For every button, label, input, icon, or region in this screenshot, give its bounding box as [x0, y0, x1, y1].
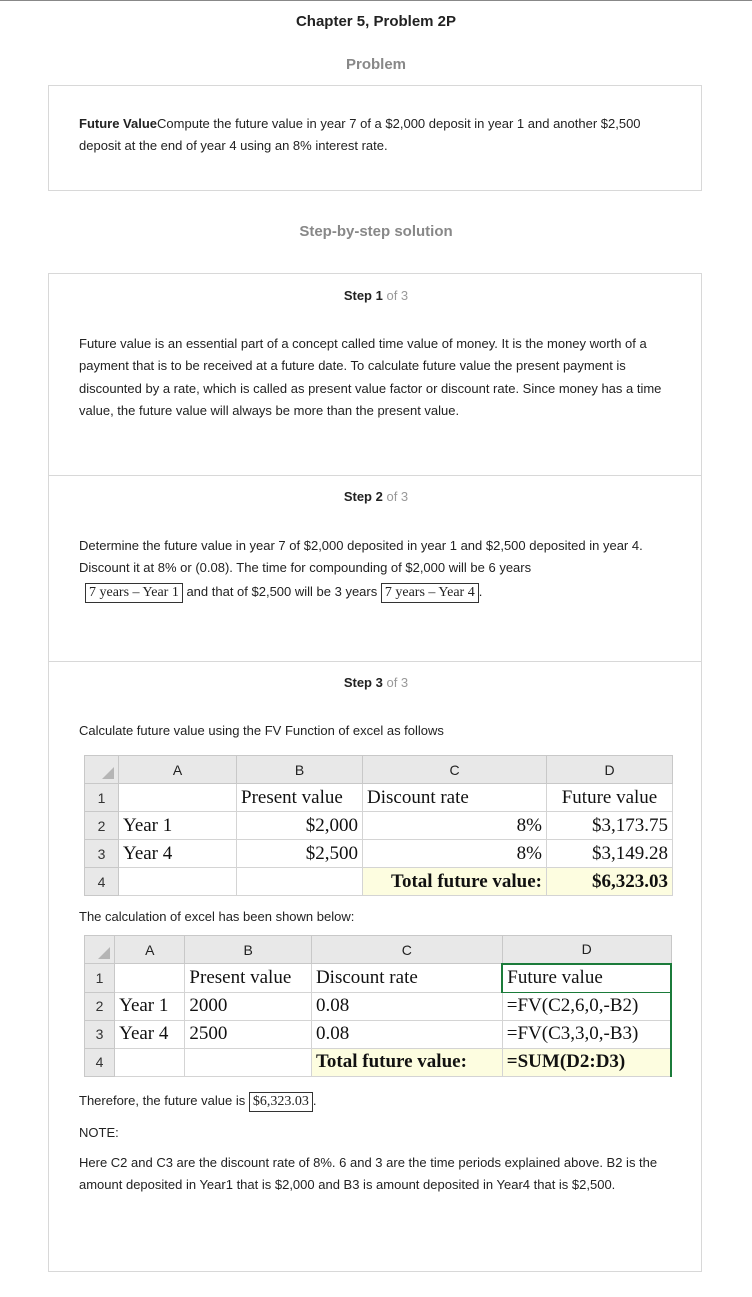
cell: Year 1 [119, 812, 237, 840]
cell: Future value [547, 784, 673, 812]
total-label-cell: Total future value: [363, 868, 547, 896]
cell [119, 868, 237, 896]
table-row [85, 840, 673, 868]
row-number: 4 [85, 868, 119, 896]
cell: 2500 [185, 1020, 312, 1048]
excel-values-table [84, 755, 673, 896]
cell: =FV(C3,3,0,-B3) [502, 1020, 671, 1048]
table-row [85, 868, 673, 896]
cell: Present value [185, 964, 312, 993]
table-row [85, 1048, 672, 1076]
column-header: A [115, 936, 185, 964]
total-formula-cell: =SUM(D2:D3) [502, 1048, 671, 1076]
cell: Discount rate [363, 784, 547, 812]
cell [119, 784, 237, 812]
cell: $3,149.28 [547, 840, 673, 868]
table-row [85, 964, 672, 993]
cell: Future value [502, 964, 671, 993]
top-border [0, 0, 752, 1]
cell: =FV(C2,6,0,-B2) [502, 992, 671, 1020]
select-all-corner [85, 756, 119, 784]
row-number: 1 [85, 784, 119, 812]
cell: $2,500 [237, 840, 363, 868]
row-number: 1 [85, 964, 115, 993]
cell: Discount rate [311, 964, 502, 993]
row-number: 4 [85, 1048, 115, 1076]
excel-formulas-table [84, 935, 672, 1077]
math-expression-1: 7 years – Year 1 [85, 583, 183, 603]
step-2-label: Step 2 [343, 489, 383, 504]
total-label-cell: Total future value: [311, 1048, 502, 1076]
step-2-text: Determine the future value in year 7 of $2,000 deposited in year 1 and $2,500 deposited in year 4. Discount it at 8% or (0.08). The time for compounding of $2,000 will be 6 years [79, 538, 643, 576]
note-text: Here C2 and C3 are the discount rate of 8%. 6 and 3 are the time periods explained above. B2 is the amount deposited in Year1 that is $2,000 and B3 is amount deposited in Year4 that is $2,500. [79, 1155, 658, 1193]
column-header: D [502, 936, 671, 964]
math-expression-2: 7 years – Year 4 [381, 583, 479, 603]
cell: Year 4 [115, 1020, 185, 1048]
cell: 0.08 [311, 1020, 502, 1048]
cell: 8% [363, 812, 547, 840]
step-1-text: Future value is an essential part of a concept called time value of money. It is the money worth of a payment that is to be received at a future date. To calculate future value the present payment is discounted by a rate, which is called as present value factor or discount rate. Since money has a time value, the future value will always be more than the present value. [79, 336, 662, 418]
step-3-intro: Calculate future value using the FV Function of excel as follows [79, 723, 444, 738]
cell [237, 868, 363, 896]
column-header: A [119, 756, 237, 784]
step-2-of: of 3 [386, 489, 409, 504]
row-number: 2 [85, 992, 115, 1020]
column-header: B [237, 756, 363, 784]
cell: Year 1 [115, 992, 185, 1020]
cell [185, 1048, 312, 1076]
step-2-math-line [85, 581, 685, 603]
problem-text [79, 113, 669, 158]
step-divider [48, 475, 702, 476]
step-1-label: Step 1 [343, 288, 383, 303]
solution-heading: Step-by-step solution [299, 223, 453, 240]
table-row [85, 1020, 672, 1048]
table-row [85, 784, 673, 812]
answer-box: $6,323.03 [249, 1092, 313, 1112]
column-header: B [185, 936, 312, 964]
table-row [85, 812, 673, 840]
cell: 0.08 [311, 992, 502, 1020]
cell: $3,173.75 [547, 812, 673, 840]
therefore-end: . [312, 1093, 317, 1108]
cell [115, 964, 185, 993]
total-value-cell: $6,323.03 [547, 868, 673, 896]
step-3-heading [0, 675, 752, 690]
row-number: 3 [85, 1020, 115, 1048]
therefore-line [79, 1090, 679, 1112]
column-header: C [363, 756, 547, 784]
calc-caption: The calculation of excel has been shown below: [79, 909, 355, 924]
row-number: 2 [85, 812, 119, 840]
step-2-mid: and that of $2,500 will be 3 years [186, 584, 378, 599]
cell: $2,000 [237, 812, 363, 840]
cell: Year 4 [119, 840, 237, 868]
table-row [85, 992, 672, 1020]
step-3-of: of 3 [386, 675, 409, 690]
cell: Present value [237, 784, 363, 812]
column-header: C [311, 936, 502, 964]
step-divider [48, 661, 702, 662]
cell: 2000 [185, 992, 312, 1020]
step-2-heading [0, 489, 752, 504]
row-number: 3 [85, 840, 119, 868]
problem-bold-lead: Future Value [79, 116, 158, 131]
step-1-of: of 3 [386, 288, 409, 303]
step-1-heading [0, 288, 752, 303]
problem-heading: Problem [345, 56, 406, 73]
note-label: NOTE: [79, 1125, 119, 1140]
step-2-end: . [478, 584, 483, 599]
cell: 8% [363, 840, 547, 868]
column-header: D [547, 756, 673, 784]
page-title: Chapter 5, Problem 2P [295, 13, 457, 30]
cell [115, 1048, 185, 1076]
therefore-text: Therefore, the future value is [79, 1093, 246, 1108]
select-all-corner [85, 936, 115, 964]
step-3-label: Step 3 [343, 675, 383, 690]
problem-body: Compute the future value in year 7 of a $2,000 deposit in year 1 and another $2,500 deposit at the end of year 4 using an 8% interest rate. [79, 116, 641, 154]
